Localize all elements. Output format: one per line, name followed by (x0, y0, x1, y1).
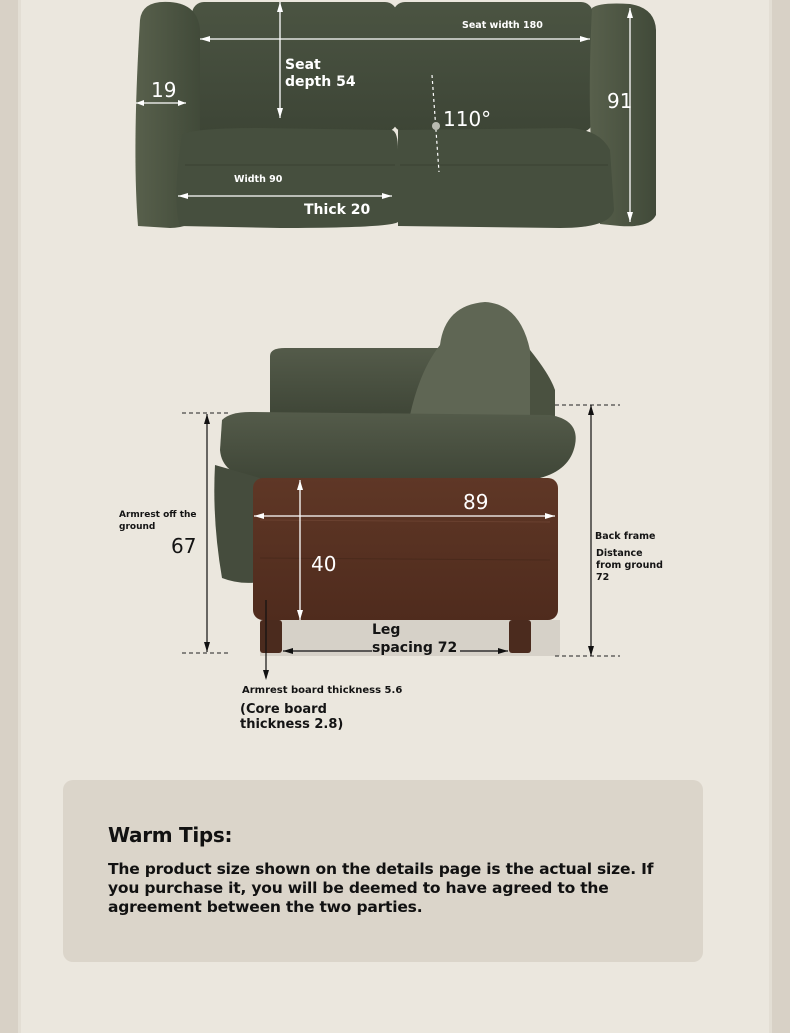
frame-height-value: 40 (311, 552, 337, 576)
warm-tips-body: The product size shown on the details page is the actual size. If you purchase it, you will be deemed to have agreed to the agreement between the two parties. (108, 860, 654, 916)
leg-spacing-label-1: Leg (372, 622, 401, 638)
distance-label-1: Distance (596, 548, 643, 559)
page-edge-right (769, 0, 772, 1033)
distance-value: 72 (596, 572, 610, 583)
cushion-width-label: Width 90 (234, 174, 283, 185)
front-sofa-image (130, 0, 660, 235)
depth-value: 89 (463, 490, 489, 514)
seat-width-label: Seat width 180 (462, 20, 543, 31)
seat-depth-label-2: depth 54 (285, 74, 356, 90)
front-view-diagram (130, 0, 660, 235)
warm-tips-box (63, 780, 703, 962)
core-board-label-1: (Core board (240, 702, 327, 717)
armrest-height-value: 67 (171, 534, 197, 558)
armrest-width-value: 19 (151, 78, 177, 102)
armrest-height-label-2: ground (119, 522, 156, 532)
core-board-label-2: thickness 2.8) (240, 717, 344, 732)
leg-spacing-label-2: spacing 72 (372, 640, 458, 656)
page-edge-left (18, 0, 21, 1033)
distance-label-2: from ground (596, 560, 663, 571)
side-view-diagram (110, 290, 680, 740)
cushion-thick-label: Thick 20 (304, 202, 371, 218)
armrest-height-label-1: Armrest off the (119, 510, 197, 520)
back-frame-label: Back frame (595, 531, 656, 542)
warm-tips-title: Warm Tips: (108, 823, 233, 847)
recline-angle-value: 110° (443, 107, 492, 131)
sofa-height-value: 91 (607, 89, 633, 113)
armrest-board-label: Armrest board thickness 5.6 (242, 685, 403, 696)
seat-depth-label-1: Seat (285, 57, 321, 73)
